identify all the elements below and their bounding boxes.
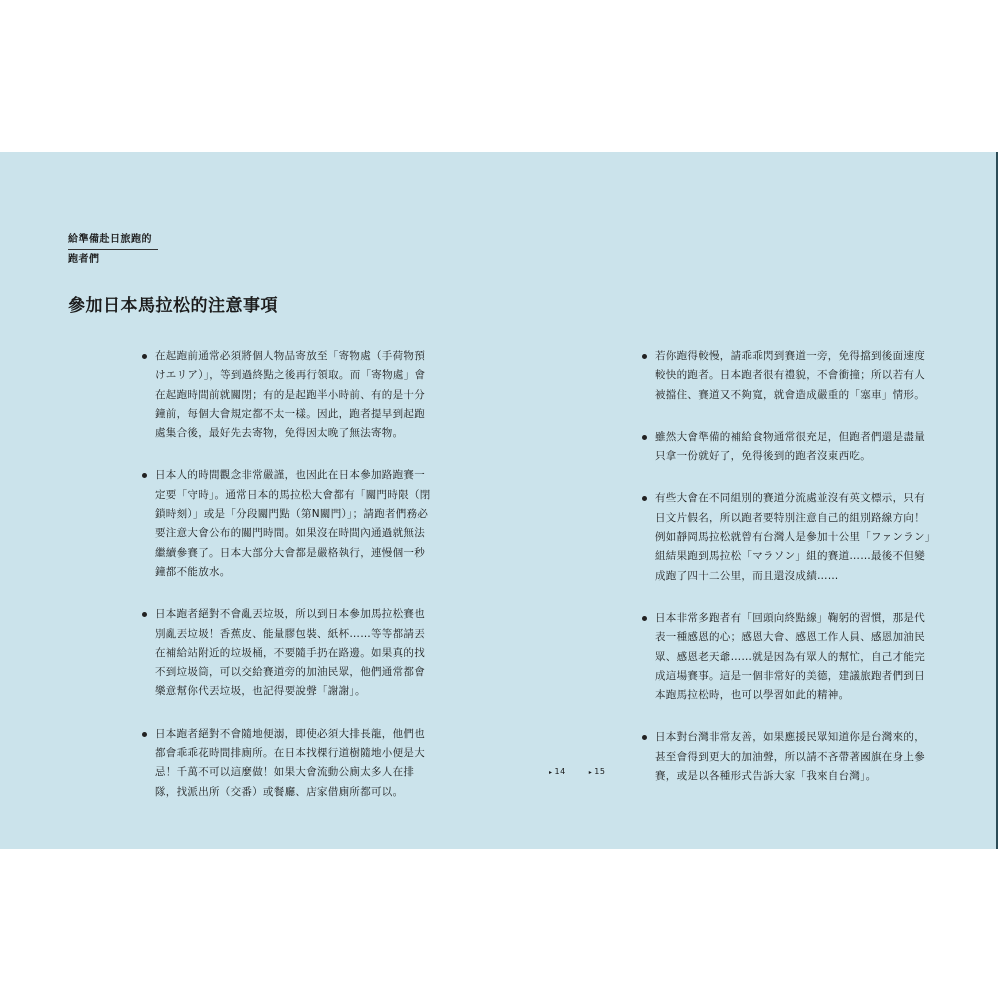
bullet-dot-icon <box>642 496 647 501</box>
bullet-text: 日本跑者絕對不會隨地便溺，即使必須大排長龍，他們也都會乖乖花時間排廁所。在日本找棵行道樹隨地小便是大忌！千萬不可以這麼做！如果大會流動公廁太多人在排隊，找派出所（交番）或餐廳、店家借廁所都可以。 <box>155 727 425 798</box>
section-tab-line1: 給準備赴日旅跑的 <box>68 232 158 250</box>
bullet-dot-icon <box>642 435 647 440</box>
bullet-dot-icon <box>142 612 147 617</box>
bullet-dot-icon <box>142 473 147 478</box>
bullet-text: 若你跑得較慢，請乖乖閃到賽道一旁，免得擋到後面速度較快的跑者。日本跑者很有禮貌，不會衝撞；所以若有人被擋住、賽道又不夠寬，就會造成嚴重的「塞車」情形。 <box>655 350 925 401</box>
right-column <box>641 347 931 809</box>
page-numbers <box>549 767 625 776</box>
bullet-dot-icon <box>142 732 147 737</box>
bullet-item <box>141 605 431 701</box>
bullet-item <box>641 428 931 467</box>
bullet-item <box>641 489 931 585</box>
bullet-item <box>641 347 931 405</box>
bullet-item <box>141 725 431 802</box>
section-tab-line2: 跑者們 <box>68 254 100 265</box>
bullet-text: 日本人的時間觀念非常嚴謹，也因此在日本參加路跑賽一定要「守時」。通常日本的馬拉松大會都有「關門時限（閉鎖時刻）」或是「分段關門點（第N關門）」；請跑者們務必要注意大會公布的關門時間。如果沒在時間內通過就無法繼續參賽了。日本大部分大會都是嚴格執行，連慢個一秒鐘都不能放水。 <box>155 469 431 578</box>
bullet-text: 有些大會在不同組別的賽道分流處並沒有英文標示，只有日文片假名，所以跑者要特別注意自己的組別路線方向！例如靜岡馬拉松就曾有台灣人是參加十公里「ファンラン」組結果跑到馬拉松「マラソン」組的賽道……最後不但變成跑了四十二公里，而且還沒成績…… <box>655 492 931 582</box>
bullet-item <box>641 728 931 786</box>
page-heading: 參加日本馬拉松的注意事項 <box>68 296 278 316</box>
bullet-text: 日本非常多跑者有「回頭向終點線」鞠躬的習慣，那是代表一種感恩的心；感恩大會、感恩工作人員、感恩加油民眾、感恩老天爺……就是因為有眾人的幫忙，自己才能完成這場賽事。這是一個非常好的美德，建議旅跑者們到日本跑馬拉松時，也可以學習如此的精神。 <box>655 611 925 702</box>
triangle-icon: ▸ <box>588 769 593 776</box>
page-number-right: ▸ 15 <box>588 767 606 776</box>
bullet-text: 日本對台灣非常友善，如果應援民眾知道你是台灣來的，甚至會得到更大的加油聲，所以請不吝帶著國旗在身上參賽，或是以各種形式告訴大家「我來自台灣」。 <box>655 731 925 783</box>
bullet-item <box>141 347 431 443</box>
bullet-dot-icon <box>642 616 647 621</box>
left-column <box>141 347 431 802</box>
bullet-text: 在起跑前通常必須將個人物品寄放至「寄物處（手荷物預けエリア）」，等到過終點之後再行領取。而「寄物處」會在起跑時間前就關閉；有的是起跑半小時前、有的是十分鐘前，每個大會規定都不太一樣。因此，跑者提早到起跑處集合後，最好先去寄物，免得因太晚了無法寄物。 <box>155 350 426 440</box>
bullet-dot-icon <box>142 354 147 359</box>
page-number-left: ▸ 14 <box>549 767 566 776</box>
bullet-dot-icon <box>642 735 647 740</box>
bullet-text: 雖然大會準備的補給食物通常很充足，但跑者們還是盡量只拿一份就好了，免得後到的跑者沒東西吃。 <box>655 430 925 463</box>
section-tab <box>68 232 158 268</box>
bullet-item <box>641 609 931 705</box>
triangle-icon: ▸ <box>549 769 553 776</box>
bullet-text: 日本跑者絕對不會亂丟垃圾，所以到日本參加馬拉松賽也別亂丟垃圾！香蕉皮、能量膠包裝、紙杯……等等都請丟在補給站附近的垃圾桶，不要隨手扔在路邊。如果真的找不到垃圾筒，可以交給賽道旁的加油民眾，他們通常都會樂意幫你代丟垃圾，也記得要說聲「謝謝」。 <box>155 608 425 698</box>
bullet-dot-icon <box>642 354 647 359</box>
bullet-item <box>141 466 431 582</box>
